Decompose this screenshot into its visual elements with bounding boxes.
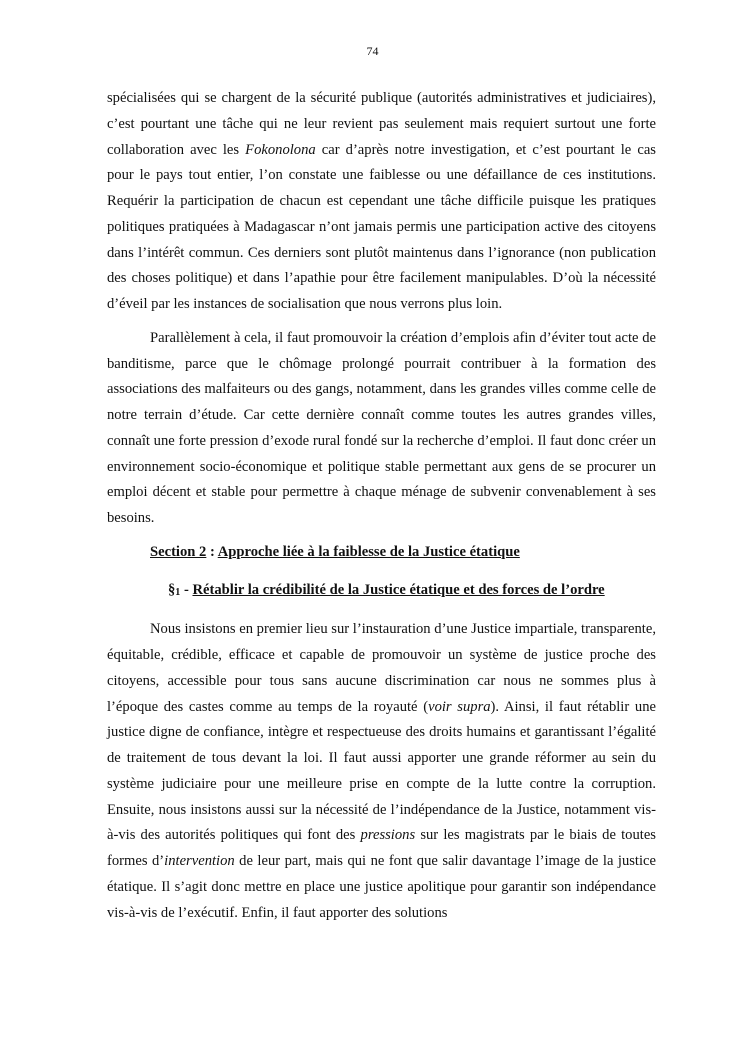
section-heading [107,540,656,566]
subsection-symbol: § [168,581,176,598]
paragraph-1-text-b: car d’après notre investigation, et c’est pourtant le cas pour le pays tout entier, l’on constate une faiblesse ou une défaillance de ces institutions. Requérir la participation de chacun est cependant une tâche difficile puisque les pratiques politiques pratiquées à Madagascar n’ont jamais permis une participation active des citoyens dans l’intérêt commun. Ces derniers sont plutôt maintenus dans l’ignorance (non publication des choses politique) et dans l’apathie pour être facilement manipulables. D’où la nécessité d’éveil par les instances de socialisation que nous verrons plus loin. [107,141,656,312]
section-title: Approche liée à la faiblesse de la Justice étatique [217,543,520,560]
paragraph-3-text-d: de leur part, mais qui ne font que salir davantage l’image de la justice étatique. Il s’agit donc mettre en place une justice apolitique pour garantir son indépendance vis-à-vis de l’exécutif. Enfin, il faut apporter des solutions [107,853,656,921]
section-label: Section 2 [150,543,207,560]
paragraph-3-text-c: sur les magistrats par le biais de toutes formes d’ [107,827,656,869]
paragraph-1-text-a: spécialisées qui se chargent de la sécurité publique (autorités administratives et judiciaires), c’est pourtant une tâche qui ne leur revient pas seulement mais requiert surtout une forte collaboration avec les [107,90,656,158]
paragraph-3-text-b: ). Ainsi, il faut rétablir une justice digne de confiance, intègre et respectueuse des droits humains et garantissant l’égalité de traitement de tous devant la loi. Il faut aussi apporter une grande réformer au sein du système judiciaire pour une meilleure prise en compte de la lutte contre la corruption. Ensuite, nous insistons aussi sur la nécessité de l’indépendance de la Justice, notamment vis-à-vis des autorités politiques qui font des [107,698,656,844]
paragraph-1-emphasis: Fokonolona [245,141,316,158]
paragraph-1 [107,86,656,318]
paragraph-3-text-a: Nous insistons en premier lieu sur l’instauration d’une Justice impartiale, transparente, équitable, crédible, efficace et capable de promouvoir un système de justice proche des citoyens, accessible pour tous sans aucune discrimination car nous ne sommes plus à l’époque des castes comme au temps de la royauté ( [107,621,656,715]
page-number: 74 [366,44,379,58]
page-body [107,86,656,934]
subsection-number: 1 [175,586,181,598]
paragraph-3 [107,617,656,926]
paragraph-3-emphasis-3: intervention [164,853,235,869]
paragraph-2: Parallèlement à cela, il faut promouvoir la création d’emplois afin d’éviter tout acte de banditisme, parce que le chômage prolongé pourrait contribuer à la formation des associations des malfaiteurs ou des gangs, notamment, dans les grandes villes comme celle de notre terrain d’étude. Car cette dernière connaît comme toutes les autres grandes villes, connaît une forte pression d’exode rural fondé sur la recherche d’emploi. Il faut donc créer un environnement socio-économique et politique stable permettant aux gens de se procurer un emploi décent et stable pour permettre à chaque ménage de subvenir convenablement à ses besoins. [107,329,656,526]
paragraph-3-emphasis-1: voir supra [428,698,491,715]
subsection-separator: - [180,581,193,598]
section-separator: : [206,543,218,560]
subsection-heading [107,578,656,606]
paragraph-3-emphasis-2: pressions [360,827,416,844]
subsection-title: Rétablir la crédibilité de la Justice étatique et des forces de l’ordre [192,581,605,598]
